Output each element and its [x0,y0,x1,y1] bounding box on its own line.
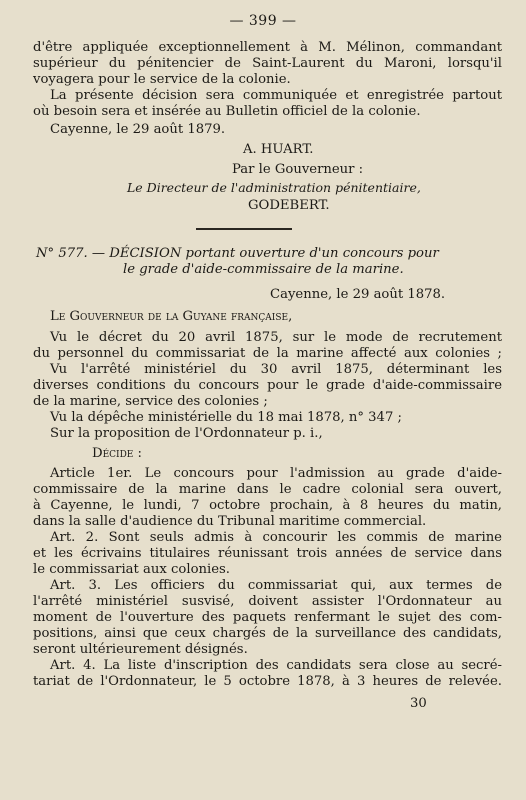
considerant-line: diverses conditions du concours pour le grade d'aide-commissaire [33,378,502,393]
considerant-line: Vu l'arrêté ministériel du 30 avril 1875, déterminant les [50,362,502,377]
directeur-title: Le Directeur de l'administration pénitentiaire, [127,180,421,195]
decision-title: N° 577. — DÉCISION portant ouverture d'un concours pour [36,246,439,261]
article-line: le commissariat aux colonies. [33,562,230,577]
signature-mark: 30 [410,696,427,711]
signature-name: A. HUART. [243,142,314,157]
considerant-line: Vu la dépêche ministérielle du 18 mai 1878, n° 347 ; [50,410,402,425]
section-divider [196,228,292,230]
top-paragraph-line: supérieur du pénitencier de Saint-Laurent du Maroni, lorsqu'il [33,56,502,71]
article-line: commissaire de la marine dans le cadre colonial sera ouvert, [33,482,502,497]
decide-heading: Décide : [92,446,143,461]
considerant-line: Sur la proposition de l'Ordonnateur p. i., [50,426,323,441]
article-line: dans la salle d'audience du Tribunal maritime commercial. [33,514,427,529]
considerant-line: de la marine, service des colonies ; [33,394,268,409]
place-date: Cayenne, le 29 août 1878. [270,287,446,302]
article-line: positions, ainsi que ceux chargés de la surveillance des candidats, [33,626,502,641]
top-paragraph-line: voyagera pour le service de la colonie. [33,72,291,87]
article-line: et les écrivains titulaires réunissant trois années de service dans [33,546,502,561]
directeur-name: GODEBERT. [248,198,330,213]
par-le-gouverneur: Par le Gouverneur : [232,162,364,177]
closing-paragraph-line: où besoin sera et insérée au Bulletin officiel de la colonie. [33,104,421,119]
article-line: moment de l'ouverture des paquets renfermant le sujet des com- [33,610,502,625]
article-line: seront ultérieurement désignés. [33,642,248,657]
article-line: Art. 3. Les officiers du commissariat qui, aux termes de [50,578,502,593]
article-line: Art. 2. Sont seuls admis à concourir les commis de marine [50,530,502,545]
article-line: Article 1er. Le concours pour l'admission au grade d'aide- [50,466,502,481]
decision-title: le grade d'aide-commissaire de la marine. [123,262,404,277]
gouverneur-line: Le Gouverneur de la Guyane française, [50,309,293,324]
article-line: l'arrêté ministériel susvisé, doivent assister l'Ordonnateur au [33,594,502,609]
considerant-line: Vu le décret du 20 avril 1875, sur le mode de recrutement [50,330,502,345]
page-header: — 399 — [229,13,297,29]
closing-paragraph-line: La présente décision sera communiquée et enregistrée partout [50,88,502,103]
article-line: à Cayenne, le lundi, 7 octobre prochain, à 8 heures du matin, [33,498,502,513]
considerant-line: du personnel du commissariat de la marine affecté aux colonies ; [33,346,502,361]
top-paragraph-line: d'être appliquée exceptionnellement à M. Mélinon, commandant [33,40,502,55]
place-date: Cayenne, le 29 août 1879. [50,122,226,137]
article-line: tariat de l'Ordonnateur, le 5 octobre 1878, à 3 heures de relevée. [33,674,502,689]
article-line: Art. 4. La liste d'inscription des candidats sera close au secré- [50,658,502,673]
